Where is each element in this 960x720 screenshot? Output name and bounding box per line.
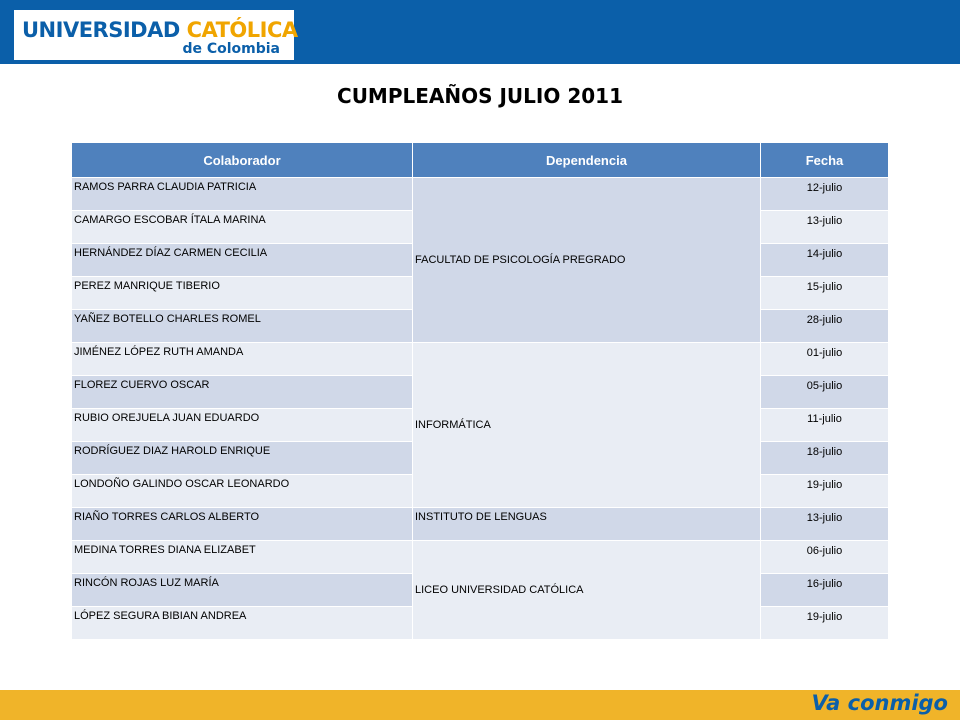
logo-de-colombia: de Colombia [182,41,280,57]
cell-fecha: 14-julio [761,244,889,277]
cell-colaborador: RIAÑO TORRES CARLOS ALBERTO [72,508,413,541]
cell-fecha: 12-julio [761,178,889,211]
table-row [72,343,889,376]
table-row [72,178,889,211]
cell-colaborador: CAMARGO ESCOBAR ÍTALA MARINA [72,211,413,244]
cell-colaborador: RAMOS PARRA CLAUDIA PATRICIA [72,178,413,211]
cell-colaborador: PEREZ MANRIQUE TIBERIO [72,277,413,310]
slogan: Va conmigo [811,691,948,715]
cell-colaborador: RUBIO OREJUELA JUAN EDUARDO [72,409,413,442]
cell-dependencia: INSTITUTO DE LENGUAS [413,508,761,541]
cell-fecha: 13-julio [761,508,889,541]
cell-dependencia: LICEO UNIVERSIDAD CATÓLICA [413,541,761,640]
cell-colaborador: FLOREZ CUERVO OSCAR [72,376,413,409]
cell-dependencia: FACULTAD DE PSICOLOGÍA PREGRADO [413,178,761,343]
cell-fecha: 06-julio [761,541,889,574]
header-dependencia: Dependencia [413,143,761,178]
cell-fecha: 16-julio [761,574,889,607]
cell-fecha: 19-julio [761,607,889,640]
cell-fecha: 15-julio [761,277,889,310]
university-logo [14,10,298,60]
table-row [72,508,889,541]
cell-fecha: 28-julio [761,310,889,343]
cell-fecha: 11-julio [761,409,889,442]
logo-universidad: UNIVERSIDAD [22,18,180,42]
cell-colaborador: RINCÓN ROJAS LUZ MARÍA [72,574,413,607]
cell-fecha: 05-julio [761,376,889,409]
cell-colaborador: LÓPEZ SEGURA BIBIAN ANDREA [72,607,413,640]
logo-wordmark [22,18,298,42]
cell-colaborador: MEDINA TORRES DIANA ELIZABET [72,541,413,574]
header-fecha: Fecha [761,143,889,178]
page-title: CUMPLEAÑOS JULIO 2011 [337,84,623,108]
cell-colaborador: JIMÉNEZ LÓPEZ RUTH AMANDA [72,343,413,376]
cell-dependencia: INFORMÁTICA [413,343,761,508]
cell-fecha: 18-julio [761,442,889,475]
cell-colaborador: LONDOÑO GALINDO OSCAR LEONARDO [72,475,413,508]
cell-fecha: 13-julio [761,211,889,244]
footer-bar [0,690,960,720]
cell-fecha: 19-julio [761,475,889,508]
cell-fecha: 01-julio [761,343,889,376]
logo-catolica: CATÓLICA [186,18,298,42]
table-header-row [72,143,889,178]
header-colaborador: Colaborador [72,143,413,178]
birthday-table [71,142,889,640]
cell-colaborador: RODRÍGUEZ DIAZ HAROLD ENRIQUE [72,442,413,475]
table-row [72,541,889,574]
header-bar [0,0,960,64]
cell-colaborador: YAÑEZ BOTELLO CHARLES ROMEL [72,310,413,343]
cell-colaborador: HERNÁNDEZ DÍAZ CARMEN CECILIA [72,244,413,277]
